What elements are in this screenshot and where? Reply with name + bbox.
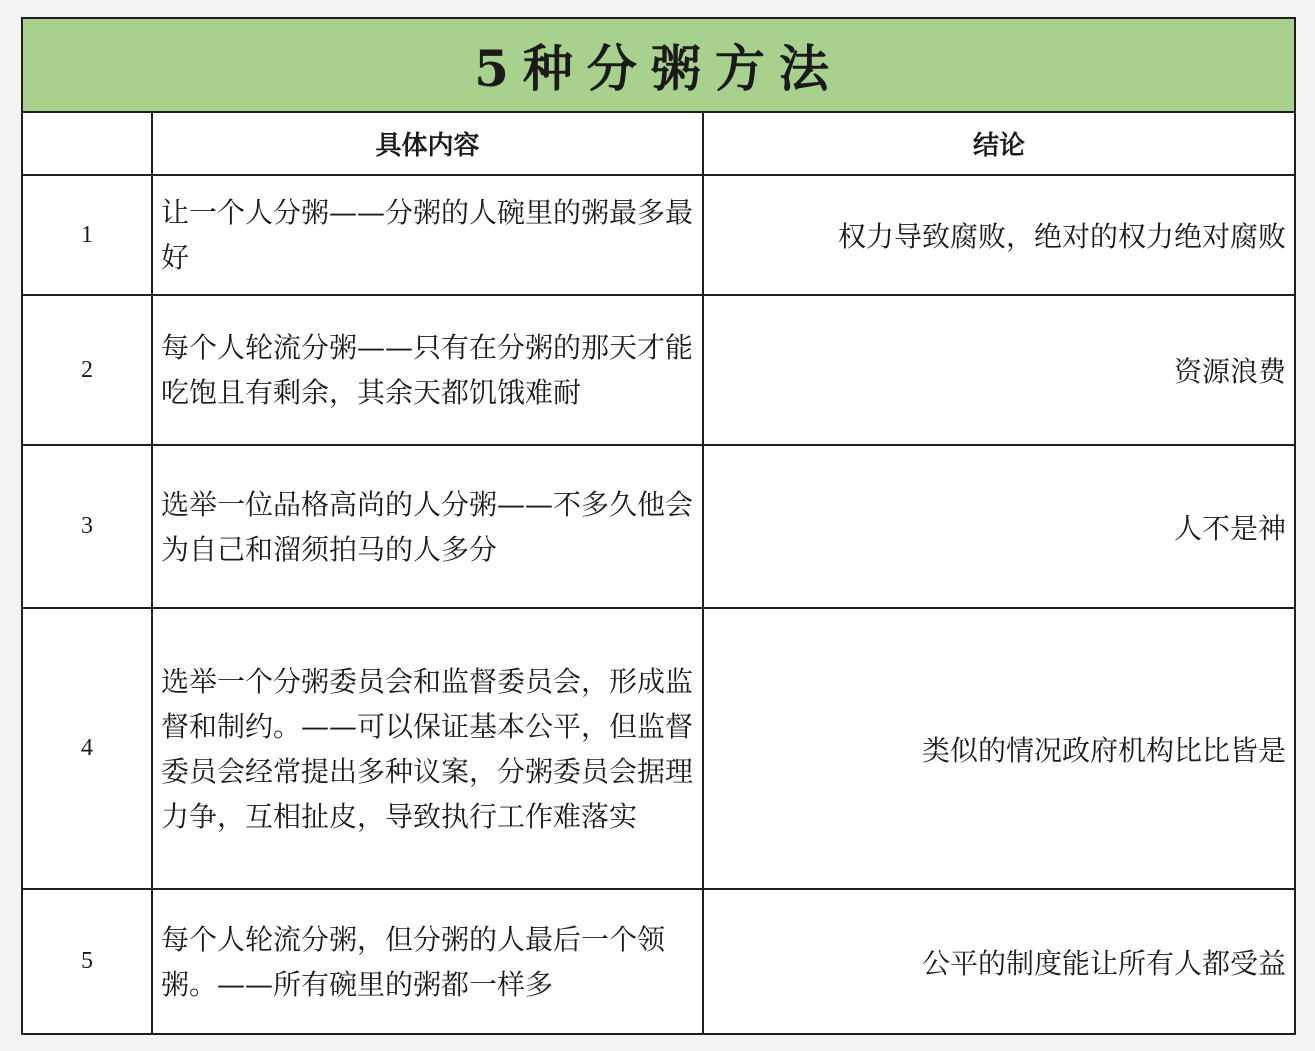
title-row — [22, 18, 1295, 112]
row-index: 2 — [22, 295, 152, 445]
row-conclusion: 类似的情况政府机构比比皆是 — [703, 608, 1295, 889]
comparison-table — [21, 17, 1294, 1035]
row-index: 3 — [22, 445, 152, 608]
row-index: 5 — [22, 889, 152, 1034]
methods-table — [21, 17, 1296, 1035]
header-index — [22, 112, 152, 175]
row-conclusion: 权力导致腐败，绝对的权力绝对腐败 — [703, 175, 1295, 295]
row-content: 每个人轮流分粥，但分粥的人最后一个领粥。——所有碗里的粥都一样多 — [152, 889, 703, 1034]
table-title: 5种分粥方法 — [22, 18, 1295, 112]
row-index: 1 — [22, 175, 152, 295]
table-row — [22, 608, 1295, 889]
row-content: 选举一个分粥委员会和监督委员会，形成监督和制约。——可以保证基本公平，但监督委员会经常提出多种议案，分粥委员会据理力争，互相扯皮，导致执行工作难落实 — [152, 608, 703, 889]
row-content: 选举一位品格高尚的人分粥——不多久他会为自己和溜须拍马的人多分 — [152, 445, 703, 608]
row-content: 让一个人分粥——分粥的人碗里的粥最多最好 — [152, 175, 703, 295]
row-conclusion: 人不是神 — [703, 445, 1295, 608]
row-conclusion: 资源浪费 — [703, 295, 1295, 445]
header-content: 具体内容 — [152, 112, 703, 175]
header-row — [22, 112, 1295, 175]
table-row — [22, 889, 1295, 1034]
table-row — [22, 175, 1295, 295]
row-conclusion: 公平的制度能让所有人都受益 — [703, 889, 1295, 1034]
table-row — [22, 295, 1295, 445]
header-conclusion: 结论 — [703, 112, 1295, 175]
row-content: 每个人轮流分粥——只有在分粥的那天才能吃饱且有剩余，其余天都饥饿难耐 — [152, 295, 703, 445]
table-row — [22, 445, 1295, 608]
row-index: 4 — [22, 608, 152, 889]
